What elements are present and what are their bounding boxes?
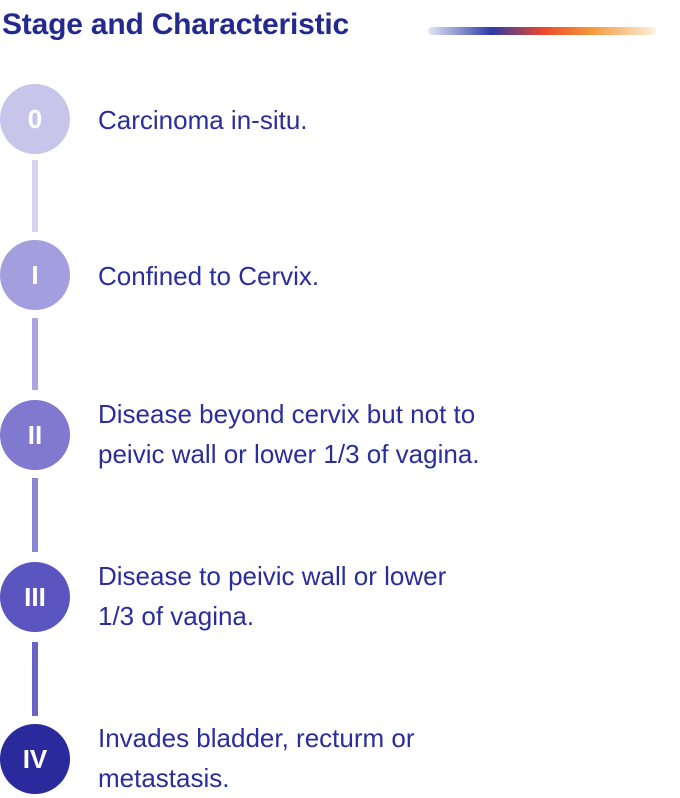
stage-description-line: Confined to Cervix. [98,261,320,291]
stage-description-line: Invades bladder, recturm or [98,723,415,753]
stage-description-line: 1/3 of vagina. [98,601,255,631]
stage-badge-label: III [24,581,46,612]
stage-badge-4 [0,724,70,794]
stage-description-3 [98,556,446,636]
stage-badge-2 [0,400,70,470]
stage-description-line: Disease beyond cervix but not to [98,399,476,429]
stage-badge-label: II [27,419,43,450]
stage-description-line: Disease to peivic wall or lower [98,561,447,591]
timeline-connector [32,478,38,552]
stage-badge-3 [0,562,70,632]
stage-description-2 [98,394,480,474]
stage-description-line: peivic wall or lower 1/3 of vagina. [98,439,480,469]
stage-badge-label: I [31,259,39,290]
stage-badge-label: 0 [27,103,43,134]
timeline-connector [32,318,38,390]
stage-badge-1 [0,240,70,310]
stage-badge-0 [0,84,70,154]
timeline-connector [32,160,38,232]
stage-description-line: metastasis. [98,763,230,793]
page-title: Stage and Characteristic [2,8,349,41]
stage-description-0 [98,100,308,140]
stage-description-4 [98,718,415,798]
title-gradient-bar [428,27,656,35]
stage-badge-label: IV [22,743,48,774]
stage-description-line: Carcinoma in-situ. [98,105,308,135]
timeline-connector [32,642,38,716]
stage-description-1 [98,256,319,296]
